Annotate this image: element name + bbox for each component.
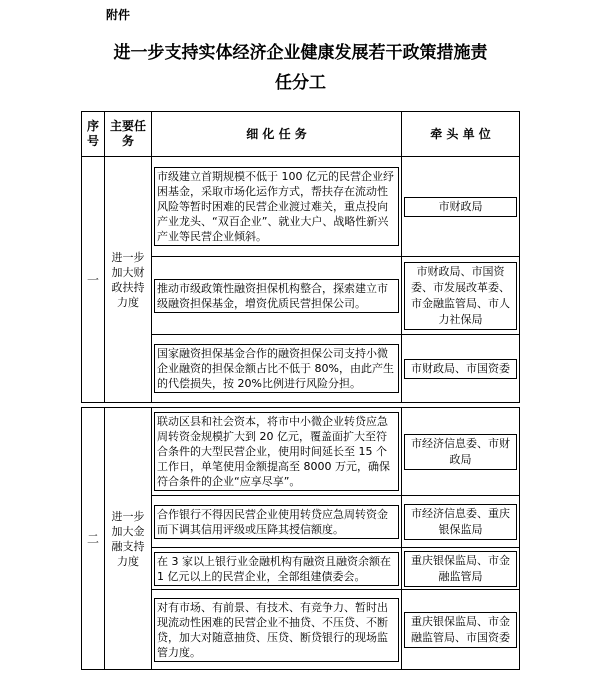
group-number: 一 — [82, 157, 105, 403]
lead-unit-cell: 市财政局、市国资委、市发展改革委、市金融监管局、市人力社保局 — [402, 257, 520, 335]
group-main-task: 进一步加大金融支持力度 — [105, 408, 152, 670]
lead-unit-cell: 市财政局、市国资委 — [402, 335, 520, 403]
group-main-task: 进一步加大财政扶持力度 — [105, 157, 152, 403]
attachment-label: 附件 — [106, 8, 131, 22]
lead-unit-cell: 重庆银保监局、市金融监管局、市国资委 — [402, 590, 520, 670]
col-header-main-task: 主要任务 — [105, 112, 152, 157]
task-cell: 联动区县和社会资本，将市中小微企业转贷应急周转资金规模扩大到 20 亿元，覆盖面扩大至符合条件的大型民营企业，使用时间延长至 15 个工作日，单笔使用金额提高至 8000 万元，确保符合条件的企业“应享尽享”。 — [152, 408, 402, 496]
col-header-number: 序号 — [82, 112, 105, 157]
lead-unit-cell: 市经济信息委、重庆银保监局 — [402, 496, 520, 548]
document-title-line-2: 任分工 — [275, 73, 326, 93]
table-row — [82, 408, 520, 496]
col-header-detailed-task: 细 化 任 务 — [152, 112, 402, 157]
task-cell: 在 3 家以上银行业金融机构有融资且融资余额在 1 亿元以上的民营企业，全部组建债委会。 — [152, 548, 402, 590]
lead-unit-cell: 市经济信息委、市财政局 — [402, 408, 520, 496]
task-cell: 推动市级政策性融资担保机构整合，探索建立市级融资担保基金，增资优质民营担保公司。 — [152, 257, 402, 335]
task-cell: 市级建立首期规模不低于 100 亿元的民营企业纾困基金，采取市场化运作方式，帮扶存在流动性风险等暂时困难的民营企业渡过难关，重点投向产业龙头、“双百企业”、就业大户、战略性新兴产业等民营企业倾斜。 — [152, 157, 402, 257]
task-cell: 国家融资担保基金合作的融资担保公司支持小微企业融资的担保金额占比不低于 80%，由此产生的代偿损失，按 20%比例进行风险分担。 — [152, 335, 402, 403]
col-header-lead-unit: 牵 头 单 位 — [402, 112, 520, 157]
group-number: 二 — [82, 408, 105, 670]
document-title-line-1: 进一步支持实体经济企业健康发展若干政策措施责 — [113, 43, 488, 63]
table-header-row — [82, 112, 520, 157]
lead-unit-cell: 市财政局 — [402, 157, 520, 257]
lead-unit-cell: 重庆银保监局、市金融监管局 — [402, 548, 520, 590]
table-row — [82, 157, 520, 257]
responsibility-table — [81, 111, 520, 670]
task-cell: 对有市场、有前景、有技术、有竞争力、暂时出现流动性困难的民营企业不抽贷、不压贷、不断贷，加大对随意抽贷、压贷、断贷银行的现场监管力度。 — [152, 590, 402, 670]
task-cell: 合作银行不得因民营企业使用转贷应急周转资金而下调其信用评级或压降其授信额度。 — [152, 496, 402, 548]
